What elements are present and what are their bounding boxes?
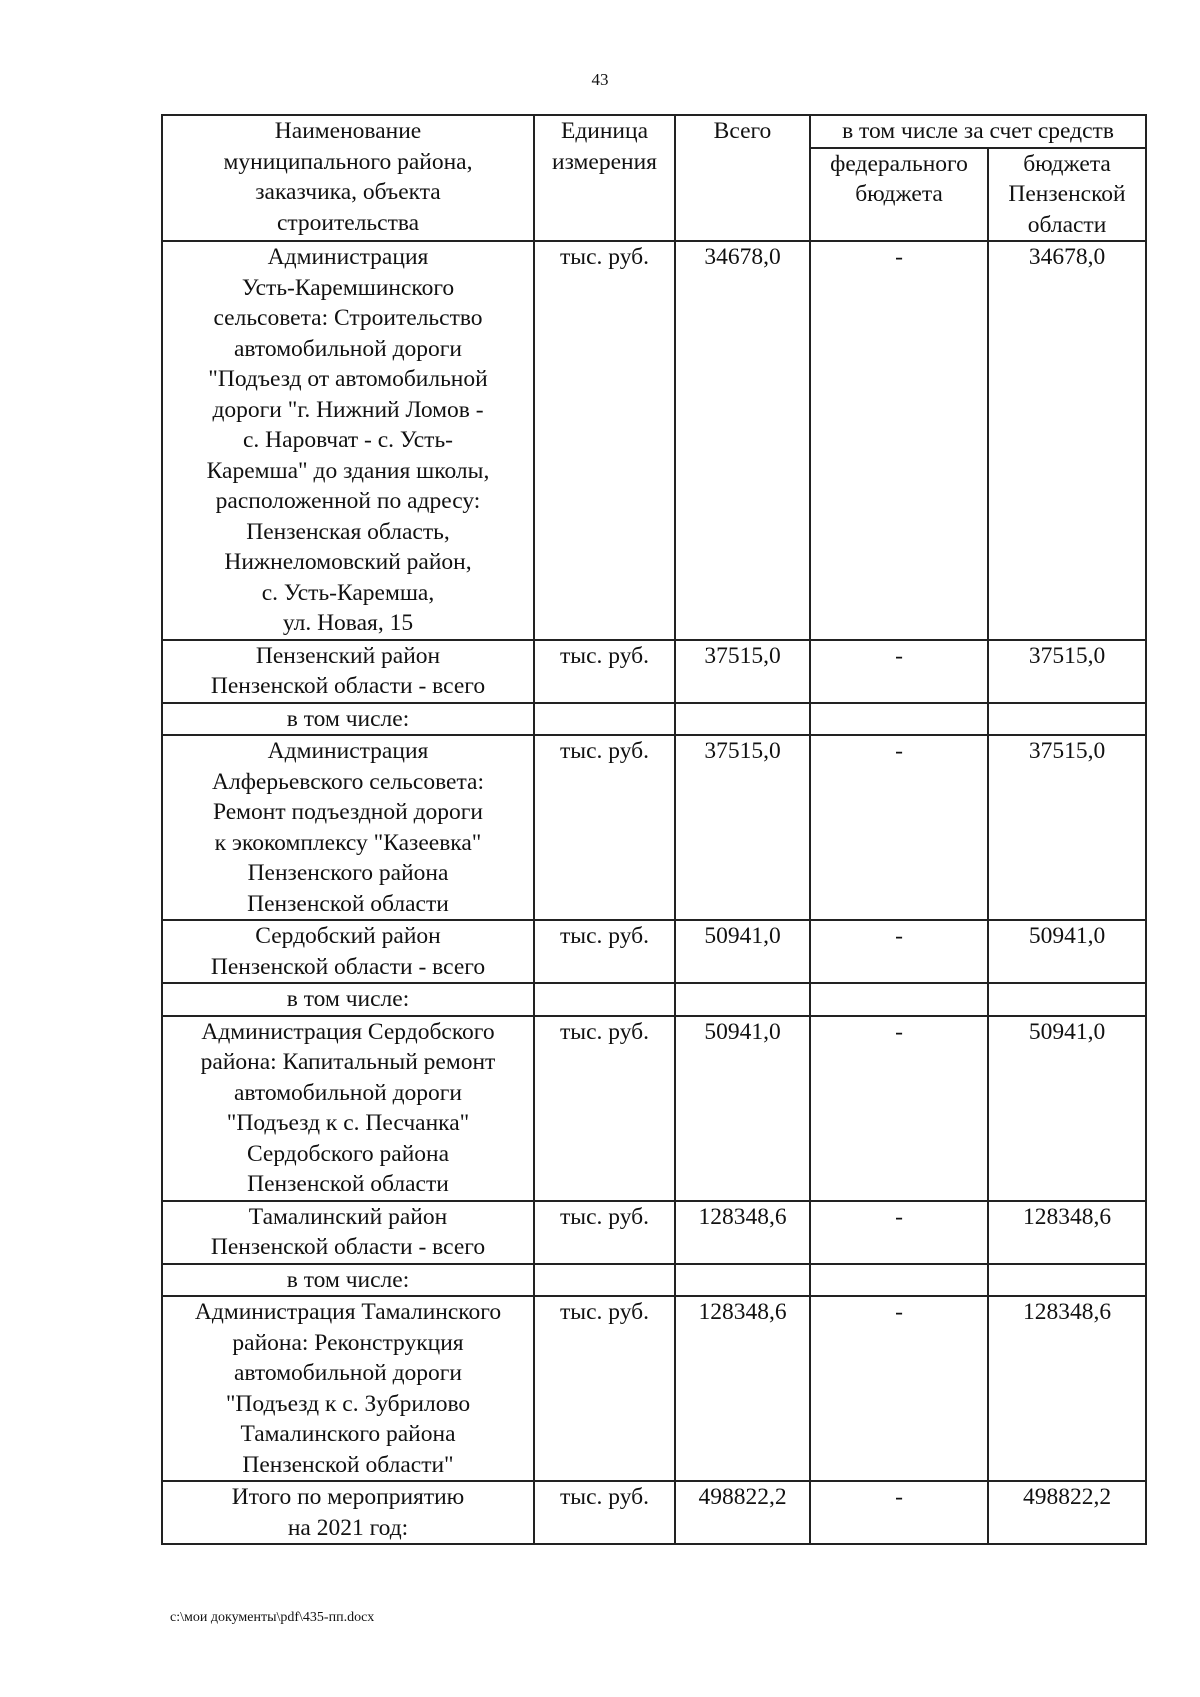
cell-regional: 37515,0 bbox=[988, 735, 1146, 920]
cell-unit: тыс. руб. bbox=[534, 735, 675, 920]
table-row bbox=[162, 640, 1146, 703]
table-row bbox=[162, 1016, 1146, 1201]
table-row bbox=[162, 1296, 1146, 1481]
cell-total: 498822,2 bbox=[675, 1481, 810, 1544]
table-row bbox=[162, 1481, 1146, 1544]
cell-federal bbox=[810, 1264, 988, 1297]
cell-total: 50941,0 bbox=[675, 920, 810, 983]
table-row bbox=[162, 1264, 1146, 1297]
cell-total bbox=[675, 1264, 810, 1297]
cell-regional: 50941,0 bbox=[988, 920, 1146, 983]
cell-federal: - bbox=[810, 735, 988, 920]
cell-federal bbox=[810, 703, 988, 736]
header-including: в том числе за счет средств bbox=[810, 115, 1146, 148]
cell-name: Администрация Усть-Каремшинского сельсовета: Строительство автомобильной дороги "Подъезд от автомобильной дороги "г. Нижний Ломов - с. Наровчат - с. Усть- Каремша" до здания школы, расположенной по адресу: Пензенская область, Нижнеломовский район, с. Усть-Каремша, ул. Новая, 15 bbox=[162, 241, 534, 640]
cell-federal bbox=[810, 983, 988, 1016]
cell-unit bbox=[534, 703, 675, 736]
cell-name: Тамалинский район Пензенской области - всего bbox=[162, 1201, 534, 1264]
cell-total: 50941,0 bbox=[675, 1016, 810, 1201]
cell-federal: - bbox=[810, 1201, 988, 1264]
cell-unit: тыс. руб. bbox=[534, 1296, 675, 1481]
cell-unit: тыс. руб. bbox=[534, 640, 675, 703]
cell-total: 37515,0 bbox=[675, 640, 810, 703]
cell-name: Итого по мероприятию на 2021 год: bbox=[162, 1481, 534, 1544]
cell-total: 34678,0 bbox=[675, 241, 810, 640]
cell-regional bbox=[988, 983, 1146, 1016]
footer-file-path: c:\мои документы\pdf\435-пп.docx bbox=[170, 1610, 375, 1625]
cell-total bbox=[675, 703, 810, 736]
cell-regional bbox=[988, 1264, 1146, 1297]
cell-federal: - bbox=[810, 920, 988, 983]
cell-name: Сердобский район Пензенской области - всего bbox=[162, 920, 534, 983]
cell-total: 128348,6 bbox=[675, 1201, 810, 1264]
cell-regional bbox=[988, 703, 1146, 736]
cell-regional: 34678,0 bbox=[988, 241, 1146, 640]
cell-name: Администрация Тамалинского района: Реконструкция автомобильной дороги "Подъезд к с. Зубрилово Тамалинского района Пензенской области" bbox=[162, 1296, 534, 1481]
table-row bbox=[162, 920, 1146, 983]
header-total: Всего bbox=[675, 115, 810, 241]
cell-regional: 128348,6 bbox=[988, 1201, 1146, 1264]
cell-unit: тыс. руб. bbox=[534, 1481, 675, 1544]
cell-name: Администрация Сердобского района: Капитальный ремонт автомобильной дороги "Подъезд к с. Песчанка" Сердобского района Пензенской области bbox=[162, 1016, 534, 1201]
cell-unit: тыс. руб. bbox=[534, 1201, 675, 1264]
cell-federal: - bbox=[810, 1016, 988, 1201]
table-body bbox=[162, 241, 1146, 1544]
table-row bbox=[162, 241, 1146, 640]
cell-total: 128348,6 bbox=[675, 1296, 810, 1481]
cell-federal: - bbox=[810, 1481, 988, 1544]
cell-unit bbox=[534, 1264, 675, 1297]
cell-regional: 128348,6 bbox=[988, 1296, 1146, 1481]
cell-name: в том числе: bbox=[162, 1264, 534, 1297]
cell-name: в том числе: bbox=[162, 703, 534, 736]
cell-regional: 50941,0 bbox=[988, 1016, 1146, 1201]
cell-unit: тыс. руб. bbox=[534, 241, 675, 640]
cell-name: в том числе: bbox=[162, 983, 534, 1016]
cell-name: Администрация Алферьевского сельсовета: Ремонт подъездной дороги к экокомплексу "Казеевка" Пензенского района Пензенской области bbox=[162, 735, 534, 920]
header-unit: Единица измерения bbox=[534, 115, 675, 241]
table-row bbox=[162, 1201, 1146, 1264]
header-federal: федерального бюджета bbox=[810, 148, 988, 242]
cell-unit: тыс. руб. bbox=[534, 1016, 675, 1201]
table-row bbox=[162, 983, 1146, 1016]
header-row-1 bbox=[162, 115, 1146, 148]
cell-total: 37515,0 bbox=[675, 735, 810, 920]
header-regional: бюджета Пензенской области bbox=[988, 148, 1146, 242]
cell-unit bbox=[534, 983, 675, 1016]
cell-unit: тыс. руб. bbox=[534, 920, 675, 983]
table-row bbox=[162, 703, 1146, 736]
page-number: 43 bbox=[591, 70, 609, 89]
cell-federal: - bbox=[810, 241, 988, 640]
cell-regional: 37515,0 bbox=[988, 640, 1146, 703]
budget-table bbox=[161, 114, 1147, 1545]
cell-name: Пензенский район Пензенской области - всего bbox=[162, 640, 534, 703]
header-name: Наименование муниципального района, заказчика, объекта строительства bbox=[162, 115, 534, 241]
cell-federal: - bbox=[810, 1296, 988, 1481]
table-row bbox=[162, 735, 1146, 920]
cell-federal: - bbox=[810, 640, 988, 703]
cell-regional: 498822,2 bbox=[988, 1481, 1146, 1544]
cell-total bbox=[675, 983, 810, 1016]
